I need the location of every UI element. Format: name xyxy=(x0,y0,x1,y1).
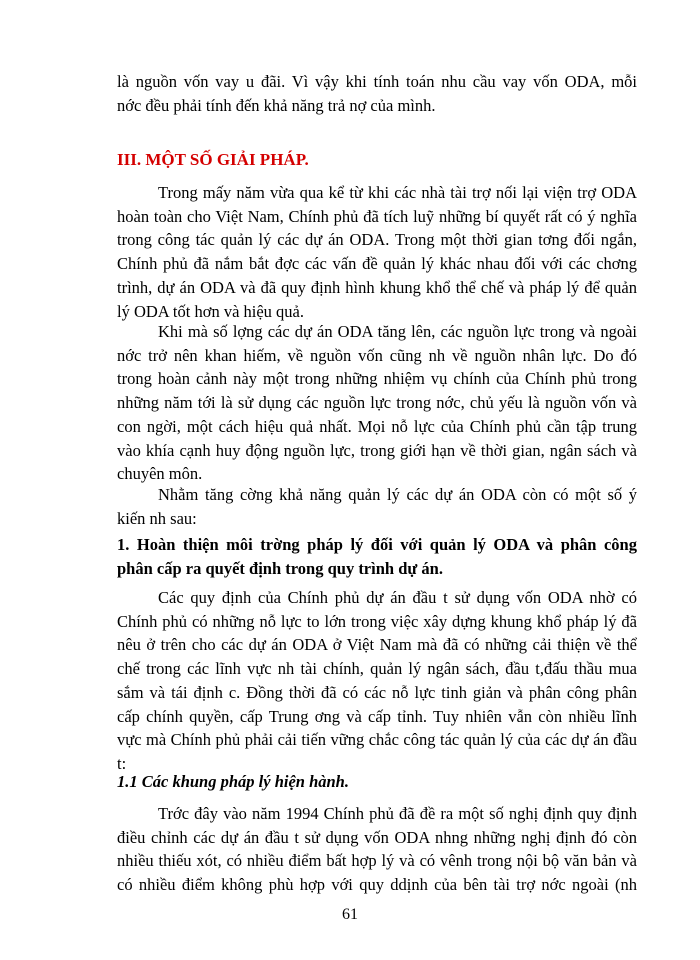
subheading-1-1: 1.1 Các khung pháp lý hiện hành. xyxy=(117,772,349,791)
text-line: trong hoàn cảnh này một trong những nhiệm vụ chính của Chính phủ trong xyxy=(117,369,637,389)
text-line: có nhiều điểm không phù hợp với quy ddịnh của bên tài trợ nớc ngoài (nh xyxy=(117,875,637,895)
subheading-1 xyxy=(117,533,637,581)
text-line: trong công tác quản lý các dự án ODA. Trong một thời gian tơng đối ngắn, xyxy=(117,230,637,250)
text-line: nêu ở trên cho các dự án ODA ở Việt Nam mà đã có những cải thiện về thể xyxy=(117,635,637,655)
paragraph-1 xyxy=(117,181,637,323)
text-line: vào khía cạnh huy động nguồn lực, trong giới hạn về thời gian, ngân sách và xyxy=(117,440,637,460)
text-line: 1. Hoàn thiện môi trờng pháp lý đối với quản lý ODA và phân công xyxy=(117,535,637,554)
paragraph-4 xyxy=(117,586,637,776)
text-line: con ngời, một cách hiệu quả nhất. Mọi nỗ lực của Chính phủ cần tập trung xyxy=(117,416,637,436)
text-line: trình, dự án ODA và đã quy định hình khung khổ thể chế và pháp lý để quản xyxy=(117,277,637,297)
paragraph-3 xyxy=(117,483,637,530)
text-line: Chính phủ đã nắm bắt đợc các vấn đề quản lý khác nhau đối với các chơng xyxy=(117,254,637,274)
page-number: 61 xyxy=(342,906,358,923)
text-line: phân cấp ra quyết định trong quy trình dự án. xyxy=(117,559,443,578)
text-line: nớc đều phải tính đến khả năng trả nợ của mình. xyxy=(117,95,436,115)
text-line: là nguồn vốn vay u đãi. Vì vậy khi tính toán nhu cầu vay vốn ODA, mỗi xyxy=(117,72,637,91)
section-heading: III. MỘT SỐ GIẢI PHÁP. xyxy=(117,150,309,169)
text-line: chuyên môn. xyxy=(117,464,203,484)
text-line: Khi mà số lợng các dự án ODA tăng lên, các nguồn lực trong và ngoài xyxy=(158,322,637,341)
text-line: hoàn toàn cho Việt Nam, Chính phủ đã tích luỹ những bí quyết rất có ý nghĩa xyxy=(117,206,637,226)
text-line: nớc trở nên khan hiếm, về nguồn vốn cũng nh về nguồn nhân lực. Do đó xyxy=(117,345,637,365)
text-line: t: xyxy=(117,753,127,773)
text-line: Trớc đây vào năm 1994 Chính phủ đã đề ra một số nghị định quy định xyxy=(158,804,637,823)
text-line: cấp chính quyền, cấp Trung ơng và cấp tỉnh. Tuy nhiên vẫn còn nhiều lĩnh xyxy=(117,706,637,726)
text-line: Các quy định của Chính phủ dự án đầu t sử dụng vốn ODA nhờ có xyxy=(158,588,637,607)
paragraph-2 xyxy=(117,320,637,486)
text-line: vực mà Chính phủ phải cải tiến vững chắc công tác quản lý của các dự án đầu xyxy=(117,730,637,750)
text-line: Nhằm tăng cờng khả năng quản lý các dự án ODA còn có một số ý xyxy=(158,485,637,504)
text-line: Trong mấy năm vừa qua kể từ khi các nhà tài trợ nối lại viện trợ ODA xyxy=(158,183,637,202)
text-line: những năm tới là sử dụng các nguồn lực trong nớc, chủ yếu là nguồn vốn và xyxy=(117,393,637,413)
text-line: chế trong các lĩnh vực nh tài chính, quản lý ngân sách, đầu t,đấu thầu mua xyxy=(117,659,637,679)
text-line: điều chỉnh các dự án đầu t sử dụng vốn ODA nhng những nghị định đó còn xyxy=(117,827,637,847)
text-line: lý ODA tốt hơn và hiệu quả. xyxy=(117,301,304,321)
paragraph-intro xyxy=(117,70,637,117)
text-line: nhiều thiếu xót, có nhiều điểm bất hợp lý và có vênh trong nội bộ văn bản và xyxy=(117,851,637,871)
text-line: Chính phủ có những nỗ lực to lớn trong việc xây dựng khung khổ pháp lý đã xyxy=(117,611,637,631)
text-line: sắm và tái định c. Đồng thời đã có các nỗ lực tinh giản và phân công phân xyxy=(117,682,637,702)
text-line: kiến nh sau: xyxy=(117,508,197,528)
paragraph-5 xyxy=(117,802,637,897)
